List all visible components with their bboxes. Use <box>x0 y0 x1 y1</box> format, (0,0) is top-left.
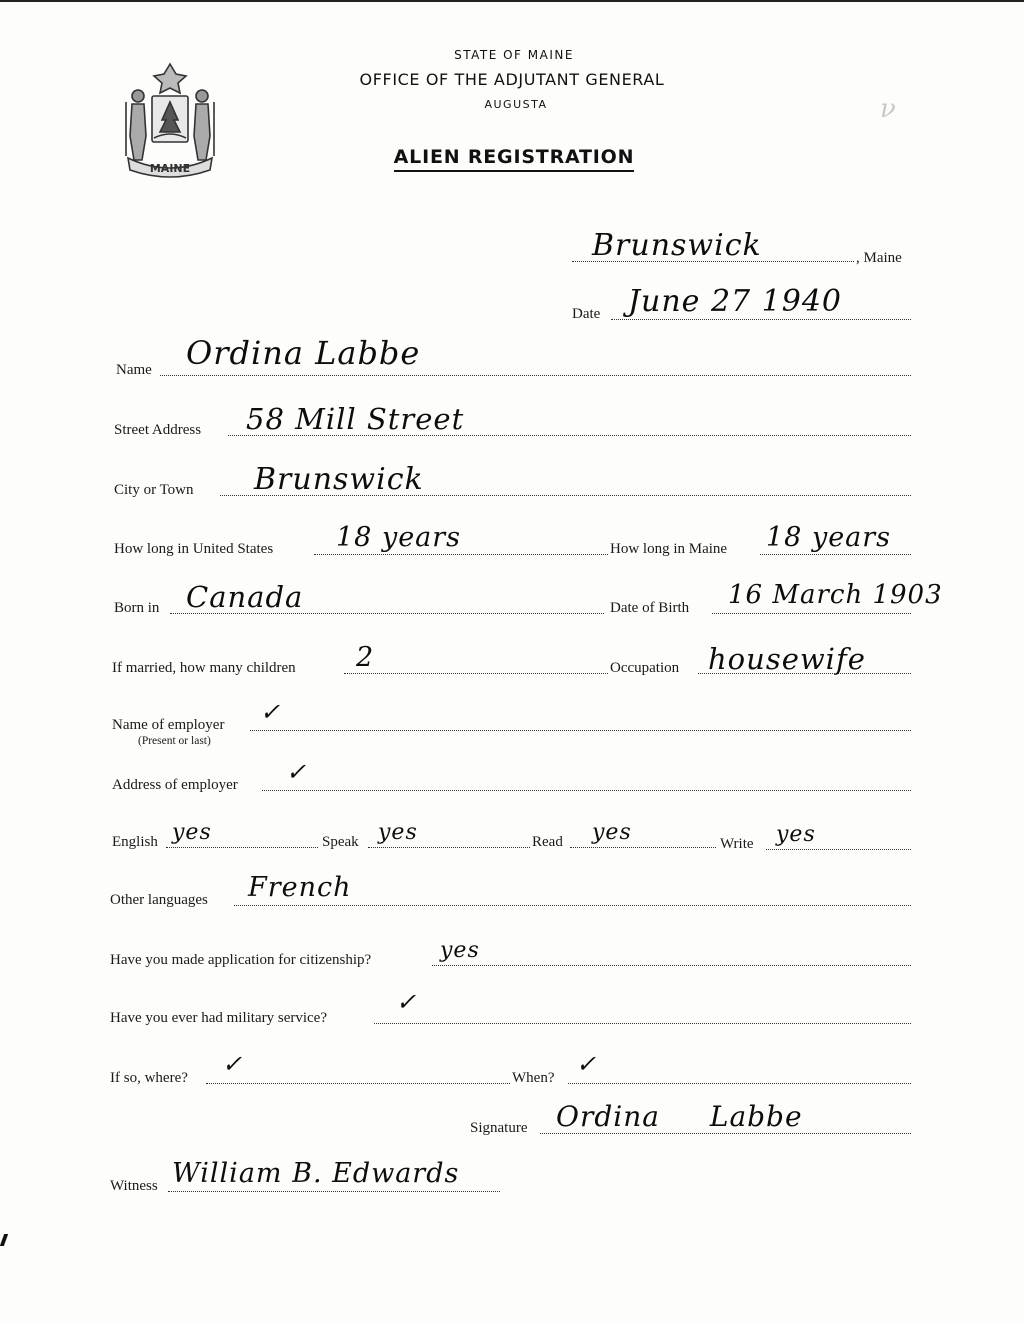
form-title <box>2 146 1024 168</box>
citizenship-line <box>432 965 911 966</box>
where-label: If so, where? <box>110 1070 188 1086</box>
english-label: English <box>112 834 158 850</box>
read-value[interactable]: yes <box>592 820 632 845</box>
employer-name-label: Name of employer <box>112 717 225 733</box>
citizenship-label: Have you made application for citizenship? <box>110 952 372 968</box>
date-line <box>611 319 911 320</box>
other-languages-value[interactable]: French <box>248 872 352 903</box>
write-line <box>766 849 911 850</box>
other-languages-line <box>234 905 911 906</box>
how-long-maine-value[interactable]: 18 years <box>766 522 892 553</box>
employer-name-sublabel: (Present or last) <box>138 735 211 747</box>
born-in-label: Born in <box>114 600 160 616</box>
employer-address-value[interactable]: ✓ <box>286 758 308 786</box>
read-label: Read <box>532 834 563 850</box>
city-label: City or Town <box>114 482 194 498</box>
occupation-label: Occupation <box>610 660 680 676</box>
speak-label: Speak <box>322 834 359 850</box>
place-suffix: , Maine <box>856 250 902 266</box>
occupation-value[interactable]: housewife <box>708 642 866 676</box>
header-office: OFFICE OF THE ADJUTANT GENERAL <box>359 70 665 89</box>
name-line <box>160 375 911 376</box>
date-of-birth-line <box>712 613 911 614</box>
military-label: Have you ever had military service? <box>110 1010 327 1026</box>
witness-line <box>168 1191 500 1192</box>
employer-address-line <box>262 790 911 791</box>
employer-name-value[interactable]: ✓ <box>260 698 282 726</box>
witness-value[interactable]: William B. Edwards <box>172 1158 460 1189</box>
header-state: STATE OF MAINE <box>454 48 574 62</box>
signature-line <box>540 1133 911 1134</box>
how-long-us-label: How long in United States <box>114 541 274 557</box>
signature-label: Signature <box>470 1120 528 1136</box>
english-value[interactable]: yes <box>172 820 212 845</box>
other-languages-label: Other languages <box>110 892 208 908</box>
street-address-label: Street Address <box>114 422 202 438</box>
write-label: Write <box>720 836 754 852</box>
date-label: Date <box>572 306 601 322</box>
children-value[interactable]: 2 <box>356 642 375 673</box>
form-title-text: ALIEN REGISTRATION <box>394 146 635 172</box>
corner-check-mark-icon: ν <box>880 94 896 124</box>
born-in-value[interactable]: Canada <box>186 580 304 614</box>
children-line <box>344 673 608 674</box>
date-value[interactable]: June 27 1940 <box>628 284 843 319</box>
name-label: Name <box>116 362 152 378</box>
street-address-value[interactable]: 58 Mill Street <box>246 402 465 436</box>
how-long-us-line <box>314 554 608 555</box>
citizenship-value[interactable]: yes <box>440 938 480 963</box>
witness-label: Witness <box>110 1178 158 1194</box>
how-long-maine-label: How long in Maine <box>610 541 728 557</box>
speak-value[interactable]: yes <box>378 820 418 845</box>
military-line <box>374 1023 911 1024</box>
place-value[interactable]: Brunswick <box>592 228 762 263</box>
when-value[interactable]: ✓ <box>576 1050 598 1078</box>
children-label: If married, how many children <box>112 660 296 676</box>
where-line <box>206 1083 510 1084</box>
date-of-birth-label: Date of Birth <box>610 600 690 616</box>
when-label: When? <box>512 1070 555 1086</box>
seal-label: MAINE <box>149 162 191 175</box>
speak-line <box>368 847 530 848</box>
write-value[interactable]: yes <box>776 822 816 847</box>
how-long-us-value[interactable]: 18 years <box>336 522 462 553</box>
signature-value[interactable]: Ordina Labbe <box>556 1100 803 1133</box>
english-line <box>166 847 318 848</box>
city-value[interactable]: Brunswick <box>254 462 424 497</box>
when-line <box>568 1083 911 1084</box>
employer-address-label: Address of employer <box>112 777 238 793</box>
scan-edge-mark <box>0 1234 8 1246</box>
read-line <box>570 847 716 848</box>
date-of-birth-value[interactable]: 16 March 1903 <box>728 580 943 610</box>
employer-name-line <box>250 730 911 731</box>
how-long-maine-line <box>760 554 911 555</box>
header-city: AUGUSTA <box>484 98 548 111</box>
military-value[interactable]: ✓ <box>396 988 418 1016</box>
where-value[interactable]: ✓ <box>222 1050 244 1078</box>
name-value[interactable]: Ordina Labbe <box>186 334 421 372</box>
